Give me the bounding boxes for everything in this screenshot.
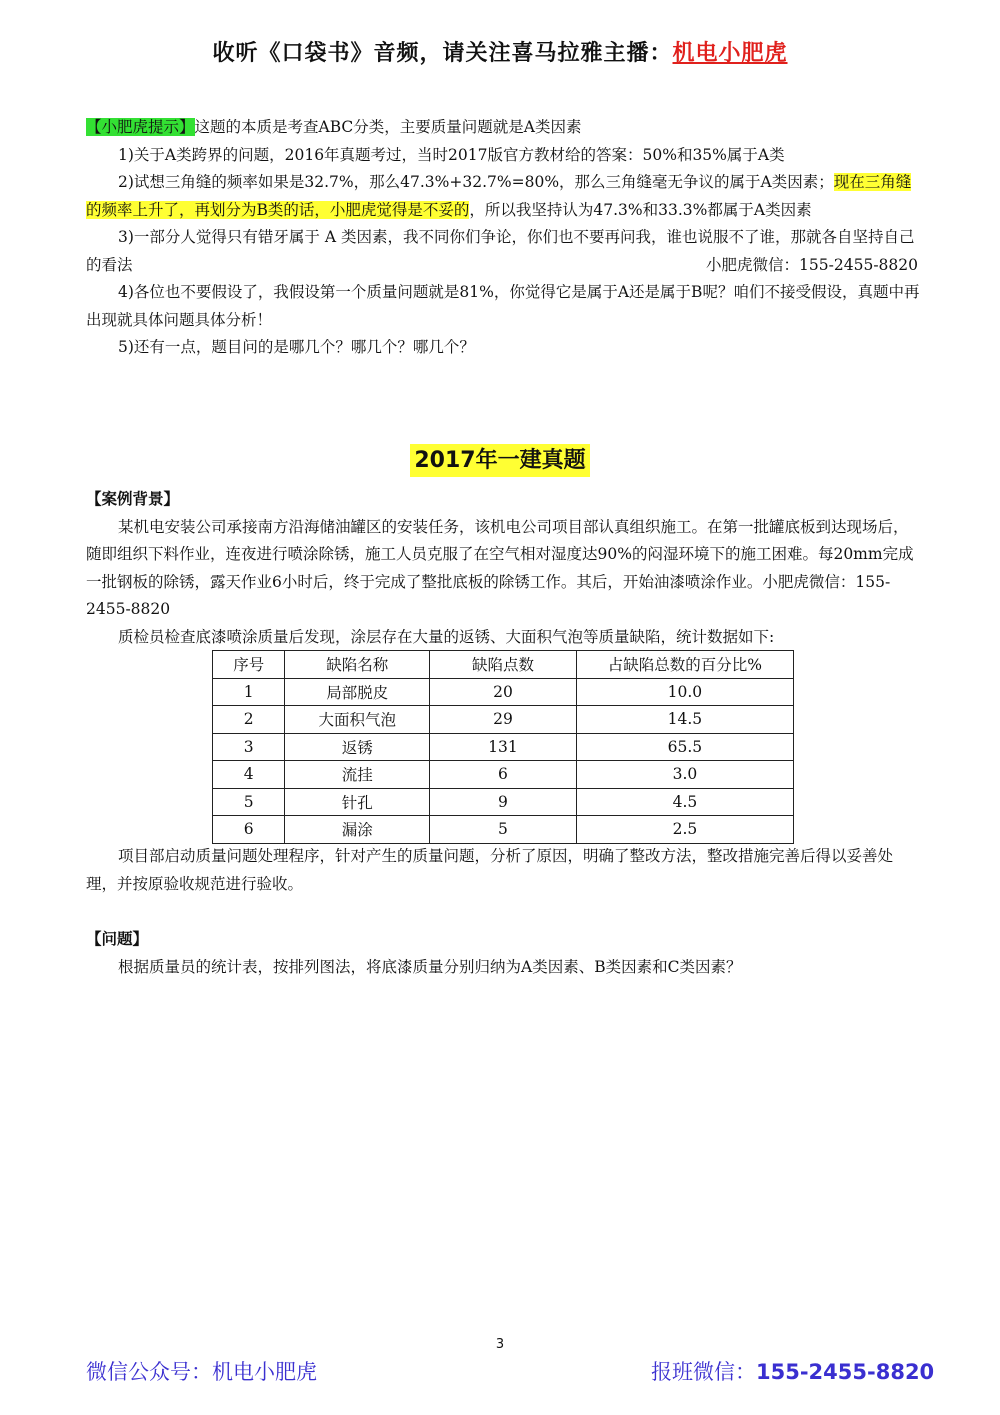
table-cell: 3.0	[576, 761, 793, 789]
footer-signup-number: 155-2455-8820	[756, 1360, 935, 1384]
table-header: 占缺陷总数的百分比%	[576, 651, 793, 679]
tip-intro-line	[86, 114, 922, 142]
table-cell: 大面积气泡	[285, 706, 430, 734]
question-section	[86, 926, 922, 981]
question-heading: 【问题】	[86, 930, 149, 948]
table-cell: 5	[213, 788, 285, 816]
table-cell: 针孔	[285, 788, 430, 816]
tip-point-3	[86, 224, 922, 279]
question-text: 根据质量员的统计表，按排列图法，将底漆质量分别归纳为A类因素、B类因素和C类因素？	[118, 957, 742, 976]
table-cell: 漏涂	[285, 816, 430, 844]
defect-table	[212, 650, 794, 844]
table-row	[213, 788, 794, 816]
tip-wechat: 小肥虎微信：155-2455-8820	[706, 255, 918, 274]
tip-point-1: 1)关于A类跨界的问题，2016年真题考过，当时2017版官方教材给的答案：50%和35%属于A类	[118, 145, 785, 164]
page-header	[0, 36, 1000, 67]
tip-point-2-before: 2)试想三角缝的频率如果是32.7%，那么47.3%+32.7%=80%，那么三角缝毫无争议的属于A类因素；	[118, 173, 834, 191]
tip-point-2	[86, 169, 922, 224]
tip-point-2-after: ，所以我坚持认为47.3%和33.3%都属于A类因素	[469, 200, 812, 219]
footer-signup-wechat	[651, 1356, 934, 1386]
table-cell: 131	[430, 733, 577, 761]
case-heading: 【案例背景】	[86, 490, 180, 508]
footer-signup-label: 报班微信：	[651, 1360, 756, 1384]
table-header-row	[213, 651, 794, 679]
case-conclusion	[86, 843, 922, 898]
footer-wechat-account: 微信公众号：机电小肥虎	[86, 1360, 317, 1384]
table-row	[213, 816, 794, 844]
header-brand: 机电小肥虎	[672, 41, 788, 66]
table-cell: 流挂	[285, 761, 430, 789]
table-row	[213, 761, 794, 789]
table-row	[213, 706, 794, 734]
table-cell: 5	[430, 816, 577, 844]
tip-intro: 这题的本质是考查ABC分类，主要质量问题就是A类因素	[194, 118, 582, 136]
table-header: 序号	[213, 651, 285, 679]
table-cell: 4	[213, 761, 285, 789]
tip-point-3-text: 3)一部分人觉得只有错牙属于 A 类因素，我不同你们争论，你们也不要再问我，谁也说服不了谁，那就各自坚持自己的看法	[86, 228, 915, 274]
table-cell: 6	[430, 761, 577, 789]
table-cell: 14.5	[576, 706, 793, 734]
tip-point-5: 5)还有一点，题目问的是哪几个？哪几个？哪几个？	[118, 338, 475, 356]
header-prefix: 收听《口袋书》音频，请关注喜马拉雅主播：	[212, 41, 673, 66]
table-cell: 3	[213, 733, 285, 761]
table-row	[213, 678, 794, 706]
table-cell: 6	[213, 816, 285, 844]
table-cell: 20	[430, 678, 577, 706]
tip-section	[86, 114, 922, 362]
table-cell: 1	[213, 678, 285, 706]
case-paragraph-3: 项目部启动质量问题处理程序，针对产生的质量问题，分析了原因，明确了整改方法，整改措施完善后得以妥善处理，并按原验收规范进行验收。	[86, 847, 894, 893]
table-cell: 9	[430, 788, 577, 816]
tip-point-4: 4)各位也不要假设了，我假设第一个质量问题就是81%，你觉得它是属于A还是属于B呢？咱们不接受假设，真题中再出现就具体问题具体分析！	[86, 283, 920, 329]
case-section	[86, 486, 922, 651]
table-cell: 返锈	[285, 733, 430, 761]
table-cell: 29	[430, 706, 577, 734]
table-header: 缺陷点数	[430, 651, 577, 679]
section-title-text: 2017年一建真题	[410, 444, 589, 477]
table-row	[213, 733, 794, 761]
tip-point-2-highlight: 现在三角缝的频率上升了，再划分为B类的话，小肥虎觉得是不妥的	[86, 173, 912, 219]
table-cell: 65.5	[576, 733, 793, 761]
table-cell: 2	[213, 706, 285, 734]
case-paragraph-1: 某机电安装公司承接南方沿海储油罐区的安装任务，该机电公司项目部认真组织施工。在第一批罐底板到达现场后，随即组织下料作业，连夜进行喷涂除锈，施工人员克服了在空气相对湿度达90%的闷湿环境下的施工困难。每20mm完成一批钢板的除锈，露天作业6小时后，终于完成了整批底板的除锈工作。其后，开始油漆喷涂作业。小肥虎微信：155-2455-8820	[86, 517, 914, 618]
table-cell: 局部脱皮	[285, 678, 430, 706]
table-cell: 4.5	[576, 788, 793, 816]
section-title	[0, 443, 1000, 474]
table-cell: 10.0	[576, 678, 793, 706]
table-header: 缺陷名称	[285, 651, 430, 679]
table-cell: 2.5	[576, 816, 793, 844]
tip-label: 【小肥虎提示】	[86, 118, 195, 136]
case-paragraph-2: 质检员检查底漆喷涂质量后发现，涂层存在大量的返锈、大面积气泡等质量缺陷，统计数据如下:	[118, 627, 775, 646]
page-number: 3	[495, 1337, 505, 1352]
